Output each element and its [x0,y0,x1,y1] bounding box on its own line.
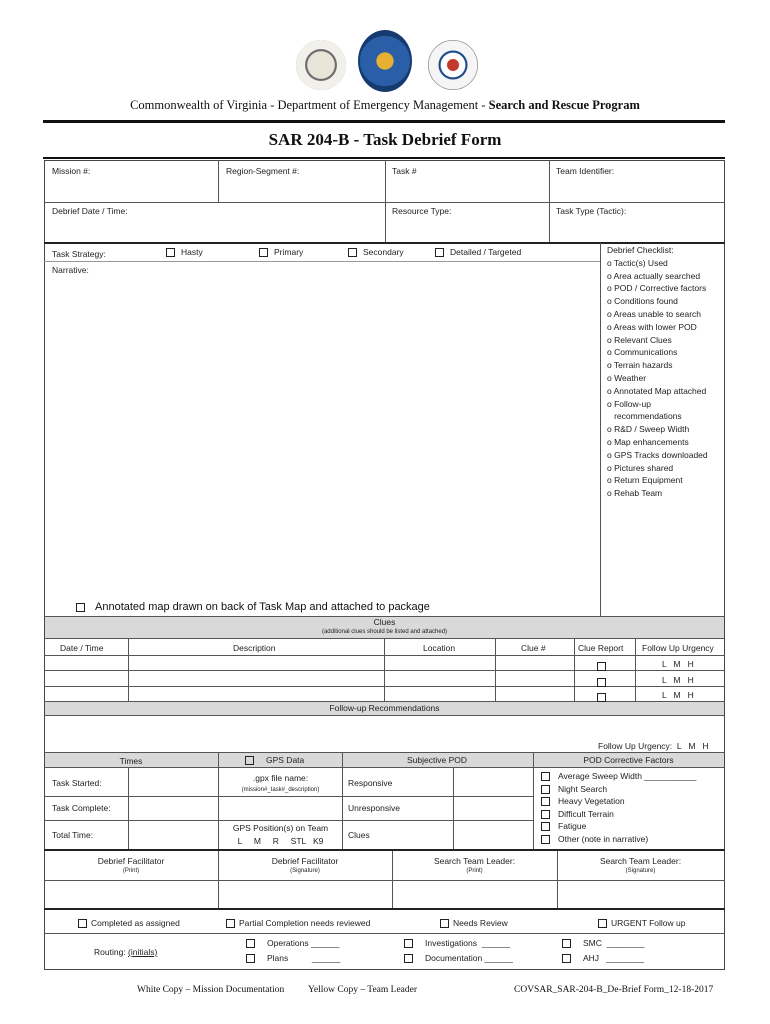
total-time-field[interactable] [129,821,217,848]
gpx-file-hint: (mission#_task#_description) [241,787,320,793]
primary-checkbox[interactable] [259,248,268,257]
pod-unresponsive-field[interactable] [454,797,532,819]
completed-checkbox[interactable] [78,919,87,928]
hasty-checkbox[interactable] [166,248,175,257]
plans-checkbox[interactable] [246,954,255,963]
facilitator-signature-label: Debrief Facilitator [271,856,339,866]
facilitator-print-field[interactable] [45,881,217,907]
clues-subtitle: (additional clues should be listed and attached) [321,629,448,635]
checklist-item: o Relevant Clues [607,334,672,345]
resource-type-label: Resource Type: [392,206,452,216]
pod-responsive-field[interactable] [454,768,532,795]
factor-item[interactable]: Difficult Terrain [541,808,696,821]
annotated-map-checkbox[interactable] [76,603,85,612]
checklist-item: o Pictures shared [607,462,674,473]
clue-report-checkbox[interactable] [597,678,606,687]
clues-title: Clues [373,617,396,627]
followup-title: Follow-up Recommendations [329,703,440,713]
narrative-textarea[interactable] [46,278,598,598]
completed-assigned-option[interactable]: Completed as assigned [78,918,180,928]
checklist-item: o Rehab Team [607,488,663,499]
strategy-detailed[interactable]: Detailed / Targeted [435,247,521,257]
gps-position-label: GPS Position(s) on Team [232,823,329,833]
strategy-secondary[interactable]: Secondary [348,247,404,257]
header-rule [43,120,725,123]
leader-signature-label: Search Team Leader: [599,856,682,866]
clues-col-clue-number: Clue # [521,643,546,653]
clue-urgency[interactable]: L M H [662,659,694,669]
factor-checkbox[interactable] [541,822,550,831]
facilitator-signature-hint: (Signature) [290,868,320,874]
task-type-field[interactable] [550,218,724,240]
sar-program-logo [358,30,412,92]
debrief-date-field[interactable] [45,218,384,240]
clue-report-checkbox[interactable] [597,693,606,702]
partial-checkbox[interactable] [226,919,235,928]
checklist-item: o Terrain hazards [607,360,673,371]
task-strategy-label: Task Strategy: [52,249,106,259]
team-label: Team Identifier: [556,166,615,176]
covsar-logo [428,40,478,90]
checklist-item: o GPS Tracks downloaded [607,449,708,460]
strategy-hasty[interactable]: Hasty [166,247,203,257]
department-text: Commonwealth of Virginia - Department of Emergency Management - [130,98,489,112]
pod-responsive-label: Responsive [348,778,393,788]
facilitator-print-label: Debrief Facilitator [97,856,165,866]
checklist-item: o Tactic(s) Used [607,257,668,268]
clues-col-report: Clue Report [578,643,624,653]
clues-col-description: Description [233,643,276,653]
subjective-pod-title: Subjective POD [407,755,467,765]
gps-modes[interactable]: L M R STL K9 [237,836,324,846]
clue-report-checkbox[interactable] [597,662,606,671]
followup-textarea[interactable] [46,717,723,739]
urgent-followup-option[interactable]: URGENT Follow up [598,918,685,928]
routing-smc[interactable]: SMC ________ [562,938,644,948]
facilitator-signature-field[interactable] [219,881,391,907]
pod-unresponsive-label: Unresponsive [348,803,400,813]
investigations-checkbox[interactable] [404,939,413,948]
program-text: Search and Rescue Program [488,98,640,112]
leader-signature-field[interactable] [558,881,724,907]
factor-item[interactable]: Night Search [541,783,696,796]
form-title: SAR 204-B - Task Debrief Form [268,130,502,149]
task-started-field[interactable] [129,768,217,795]
checklist-item: o Map enhancements [607,436,689,447]
needs-review-option[interactable]: Needs Review [440,918,508,928]
checklist-item: o Areas unable to search [607,308,702,319]
pod-clues-field[interactable] [454,821,532,848]
clues-col-location: Location [423,643,456,653]
footer-white-copy: White Copy – Mission Documentation [137,985,285,995]
urgent-checkbox[interactable] [598,919,607,928]
checklist-item: o Communications [607,347,678,358]
operations-checkbox[interactable] [246,939,255,948]
leader-signature-hint: (Signature) [625,868,656,874]
corrective-factors-title: POD Corrective Factors [583,755,674,765]
task-complete-label: Task Complete: [52,803,111,813]
footer-yellow-copy: Yellow Copy – Team Leader [308,985,418,995]
department-line [0,98,770,113]
routing-ahj[interactable]: AHJ ________ [562,953,644,963]
clue-urgency[interactable]: L M H [662,675,694,685]
task-label: Task # [392,166,417,176]
checklist-item: o R&D / Sweep Width [607,424,690,435]
team-field[interactable] [550,178,724,200]
checklist-item: o Conditions found [607,296,678,307]
debrief-checklist [607,244,725,500]
task-field[interactable] [386,178,548,200]
checklist-item: o POD / Corrective factors [607,283,707,294]
routing-operations[interactable]: Operations ______ [246,938,339,948]
routing-label: Routing: (initials) [94,947,158,957]
gpx-file-label: .gpx file name: [252,773,309,783]
factor-checkbox[interactable] [541,772,550,781]
secondary-checkbox[interactable] [348,248,357,257]
ahj-checkbox[interactable] [562,954,571,963]
strategy-primary[interactable]: Primary [259,247,303,257]
factor-checkbox[interactable] [541,835,550,844]
checklist-item: recommendations [607,411,682,422]
routing-initials: (initials) [128,947,158,957]
narrative-label: Narrative: [52,265,89,275]
detailed-checkbox[interactable] [435,248,444,257]
partial-completion-option[interactable]: Partial Completion needs reviewed [226,918,370,928]
factor-checkbox[interactable] [541,797,550,806]
checklist-item: o Return Equipment [607,475,683,486]
routing-documentation[interactable]: Documentation ______ [404,953,513,963]
total-time-label: Total Time: [52,830,94,840]
leader-print-field[interactable] [393,881,556,907]
factor-item[interactable]: Heavy Vegetation [541,795,696,808]
corrective-factors-list [541,770,696,845]
checklist-item: o Annotated Map attached [607,385,707,396]
factor-checkbox[interactable] [541,810,550,819]
checklist-item: o Area actually searched [607,270,701,281]
leader-print-hint: (Print) [466,868,483,874]
clue-urgency[interactable]: L M H [662,690,694,700]
smc-checkbox[interactable] [562,939,571,948]
factor-item[interactable]: Fatigue [541,820,696,833]
checklist-title: Debrief Checklist: [607,245,674,255]
task-started-label: Task Started: [52,778,102,788]
routing-investigations[interactable]: Investigations ______ [404,938,510,948]
gps-data-checkbox[interactable] [245,756,254,765]
annotated-map-option[interactable]: Annotated map drawn on back of Task Map and attached to package [76,601,430,613]
task-type-label: Task Type (Tactic): [556,206,627,216]
resource-type-field[interactable] [386,218,548,240]
factor-item[interactable]: Other (note in narrative) [541,833,696,846]
task-complete-field[interactable] [129,797,217,819]
mission-label: Mission #: [52,166,91,176]
factor-checkbox[interactable] [541,785,550,794]
title-rule [43,157,725,159]
footer-form-id: COVSAR_SAR-204-B_De-Brief Form_12-18-2017 [514,985,714,995]
factor-item[interactable]: Average Sweep Width ___________ [541,770,696,783]
region-label: Region-Segment #: [226,166,300,176]
mission-field[interactable] [45,178,217,200]
gps-data-header[interactable]: GPS Data [245,755,304,765]
vdem-seal-logo [296,40,346,90]
clues-col-urgency: Follow Up Urgency [642,643,714,653]
routing-plans[interactable]: Plans ______ [246,953,340,963]
facilitator-print-hint: (Print) [122,868,140,874]
region-field[interactable] [219,178,384,200]
documentation-checkbox[interactable] [404,954,413,963]
followup-urgency[interactable]: Follow Up Urgency: L M H [598,741,709,751]
clues-col-date: Date / Time [60,643,104,653]
needs-review-checkbox[interactable] [440,919,449,928]
debrief-date-label: Debrief Date / Time: [52,206,128,216]
checklist-item: o Areas with lower POD [607,321,697,332]
checklist-item: o Follow-up [607,398,651,409]
leader-print-label: Search Team Leader: [433,856,516,866]
times-title: Times [119,756,143,766]
checklist-item: o Weather [607,372,647,383]
pod-clues-label: Clues [348,830,370,840]
